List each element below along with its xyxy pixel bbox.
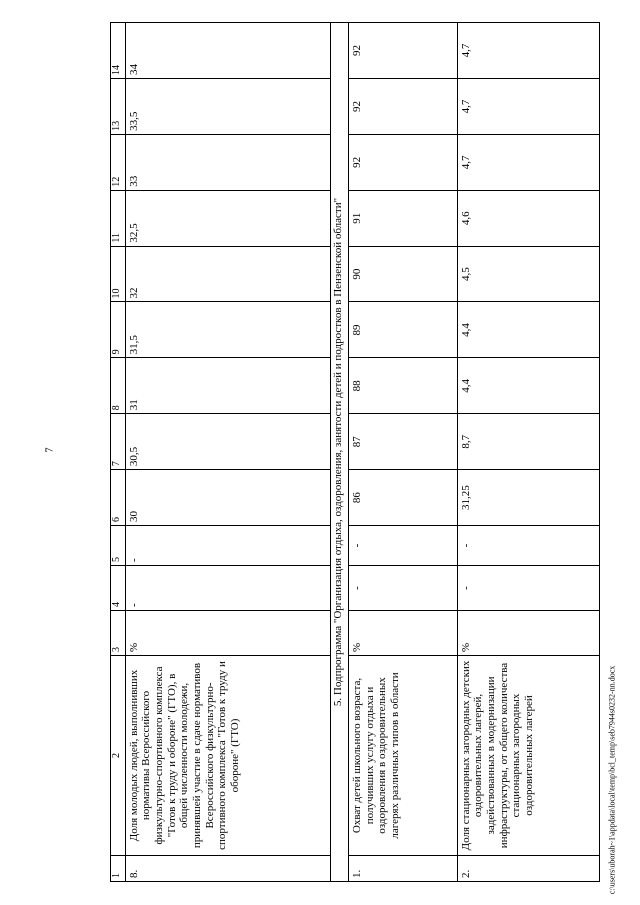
value-cell: 91: [349, 190, 458, 246]
value-cell: 31: [125, 358, 331, 414]
value-cell: 88: [349, 358, 458, 414]
indicator-name: Охват детей школьного возраста, получивших услугу отдыха и оздоровления в оздоровительных лагерях различных типов в области: [349, 656, 458, 856]
value-cell: 32: [125, 246, 331, 302]
header-cell: 7: [111, 414, 126, 470]
value-cell: 92: [349, 134, 458, 190]
value-cell: 33: [125, 134, 331, 190]
value-cell: 8,7: [457, 414, 599, 470]
header-cell: 8: [111, 358, 126, 414]
indicator-name: Доля молодых людей, выполнивших нормативы Всероссийского физкультурно-спортивного комплекса "Готов к труду и обороне" (ГТО), в общей численности молодежи, принявшей участие в сдаче нормативов Всероссийского физкультурно-спортивного комплекса "Готов к труду и обороне" (ГТО): [125, 656, 331, 856]
header-cell: 6: [111, 470, 126, 526]
value-cell: -: [125, 566, 331, 611]
value-cell: 89: [349, 302, 458, 358]
value-cell: 87: [349, 414, 458, 470]
value-cell: -: [125, 526, 331, 566]
section-title: 5. Подпрограмма "Организация отдыха, оздоровления, занятости детей и подростков в Пензенской области": [331, 23, 349, 882]
value-cell: 4,4: [457, 358, 599, 414]
value-cell: -: [457, 526, 599, 566]
header-cell: 14: [111, 23, 126, 79]
column-number-row: [111, 23, 126, 882]
header-cell: 13: [111, 79, 126, 135]
value-cell: 4,5: [457, 246, 599, 302]
header-cell: 3: [111, 611, 126, 656]
value-cell: 32,5: [125, 190, 331, 246]
section-header-row: [331, 23, 349, 882]
header-cell: 9: [111, 302, 126, 358]
rotated-table-container: [110, 22, 600, 882]
header-cell: 12: [111, 134, 126, 190]
value-cell: -: [457, 566, 599, 611]
row-number: 8.: [125, 856, 331, 882]
table-row: [457, 23, 599, 882]
value-cell: 30,5: [125, 414, 331, 470]
value-cell: 92: [349, 79, 458, 135]
value-cell: 33,5: [125, 79, 331, 135]
header-cell: 10: [111, 246, 126, 302]
header-cell: 4: [111, 566, 126, 611]
value-cell: 90: [349, 246, 458, 302]
value-cell: 4,7: [457, 23, 599, 79]
unit-cell: %: [125, 611, 331, 656]
value-cell: 30: [125, 470, 331, 526]
indicator-name: Доля стационарных загородных детских оздоровительных лагерей, задействованных в модернизации инфраструктуры, от общего количества стационарных загородных оздоровительных лагерей: [457, 656, 599, 856]
unit-cell: %: [457, 611, 599, 656]
row-number: 1.: [349, 856, 458, 882]
header-cell: 1: [111, 856, 126, 882]
header-cell: 5: [111, 526, 126, 566]
header-cell: 2: [111, 656, 126, 856]
value-cell: 31,5: [125, 302, 331, 358]
value-cell: -: [349, 566, 458, 611]
value-cell: 31,25: [457, 470, 599, 526]
unit-cell: %: [349, 611, 458, 656]
value-cell: 86: [349, 470, 458, 526]
footer-file-path: c:\users\uborah~1\appdata\local\temp\bcl_temp\seb7944s0232-nn.docx: [607, 665, 617, 895]
table-row: [125, 23, 331, 882]
value-cell: 4,7: [457, 79, 599, 135]
value-cell: 34: [125, 23, 331, 79]
value-cell: 4,4: [457, 302, 599, 358]
table-row: [349, 23, 458, 882]
header-cell: 11: [111, 190, 126, 246]
row-number: 2.: [457, 856, 599, 882]
page-number: 7: [44, 447, 56, 453]
value-cell: -: [349, 526, 458, 566]
value-cell: 4,7: [457, 134, 599, 190]
value-cell: 92: [349, 23, 458, 79]
value-cell: 4,6: [457, 190, 599, 246]
indicators-table: [110, 22, 600, 882]
